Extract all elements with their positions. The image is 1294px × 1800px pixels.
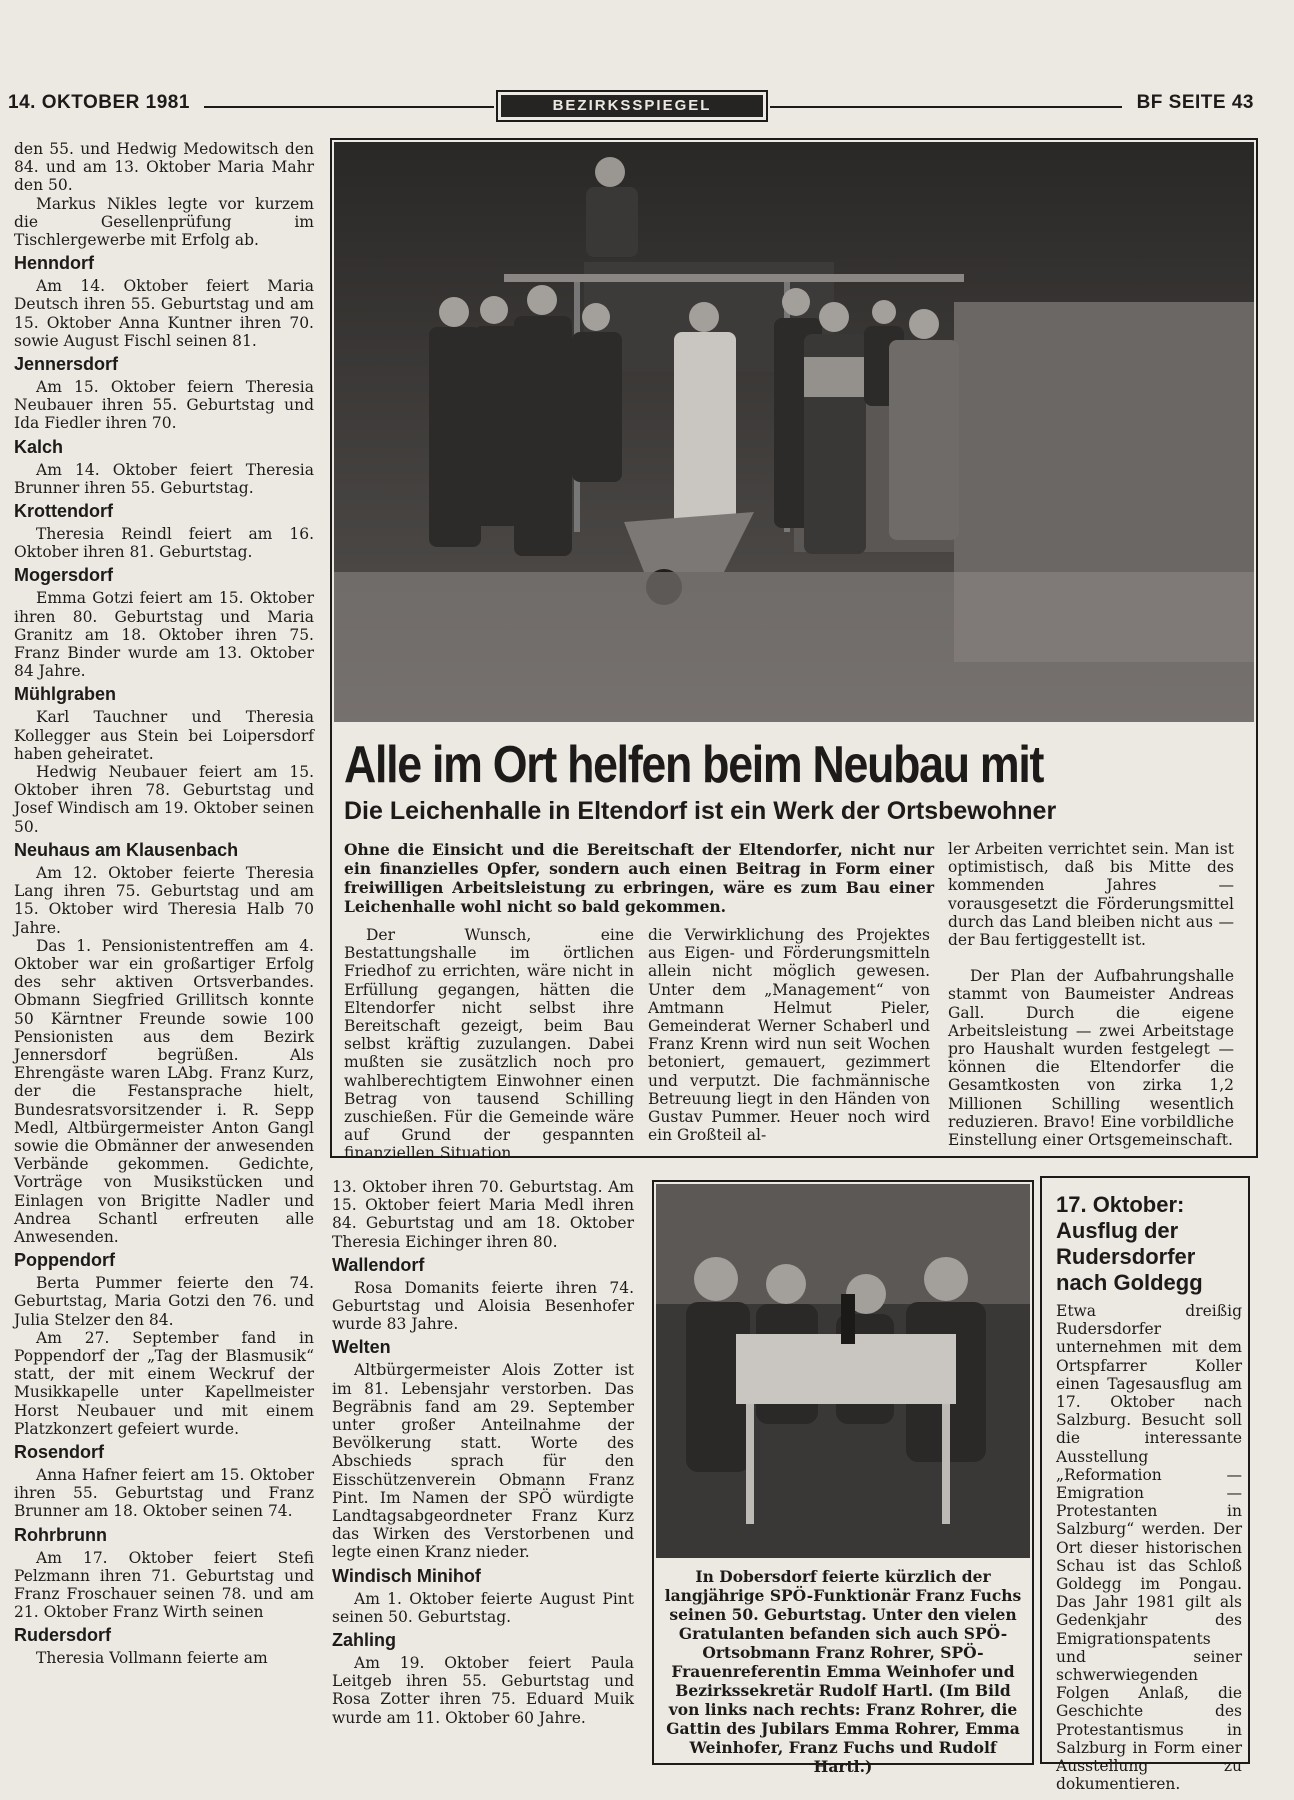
photo-caption: In Dobersdorf feierte kürzlich der langjährige SPÖ-Funktionär Franz Fuchs seinen 50. Geburtstag. Unter den vielen Gratulanten befanden sich auch SPÖ-Ortsobmann Franz Rohrer, SPÖ-Frauenreferentin Emma Weinhofer und Bezirkssekretär Rudolf Hartl. (Im Bild von links nach rechts: Franz Rohrer, die Gattin des Jubilars Emma Rohrer, Emma Weinhofer, Franz Fuchs und Rudolf Hartl.) <box>664 1567 1022 1776</box>
place-heading: Henndorf <box>14 253 94 274</box>
news-paragraph: Theresia Reindl feiert am 16. Oktober ihren 81. Geburtstag. <box>14 525 314 562</box>
article-col2-text: die Verwirklichung des Projektes aus Eigen- und Förderungsmitteln allein nicht möglich gewesen. Unter dem „Management“ von Amtmann Helmut Pieler, Gemeinderat Werner Schaberl und Franz Krenn wird nun seit Wochen betoniert, gemauert, gezimmert und verputzt. Die fachmännische Betreuung liegt in den Händen von Gustav Pummer. Heuer noch wird ein Großteil al- <box>648 926 930 1145</box>
middle-column-local-news <box>332 1178 634 1727</box>
sidebar-title: 17. Oktober: Ausflug der Rudersdorfer nach Goldegg <box>1056 1192 1203 1295</box>
article-col3b-text: Der Plan der Aufbahrungshalle stammt von Baumeister Andreas Gall. Durch die eigene Arbeitsleistung — zwei Arbeitstage pro Haushalt wurden festgelegt — können die Eltendorfer die Gesamtkosten von zirka 1,2 Millionen Schilling wesentlich reduzieren. Bravo! Eine vorbildliche Einstellung einer Ortsgemeinschaft. <box>948 967 1234 1150</box>
construction-workers-photo <box>334 142 1254 722</box>
news-paragraph: Altbürgermeister Alois Zotter ist im 81. Lebensjahr verstorben. Das Begräbnis fand am 29. September unter großer Anteilnahme der Bevölkerung statt. Worte des Abschieds sprach für den Eisschützenverein Obmann Franz Pint. Im Namen der SPÖ würdigte Landtagsabgeordneter Franz Kurz das Wirken des Verstorbenen und legte einen Kranz nieder. <box>332 1361 634 1562</box>
place-heading: Rosendorf <box>14 1441 104 1462</box>
place-heading: Wallendorf <box>332 1254 425 1275</box>
news-paragraph: Berta Pummer feierte den 74. Geburtstag, Maria Gotzi den 76. und Julia Stelzer den 84. <box>14 1274 314 1329</box>
place-heading: Jennersdorf <box>14 354 119 375</box>
news-paragraph: Das 1. Pensionistentreffen am 4. Oktober war ein großartiger Erfolg des sehr aktiven Ortsverbandes. Obmann Siegfried Grillitsch konnte 50 Kärntner Freunde sowie 100 Pensionisten aus dem Bezirk Jennersdorf begrüßen. Als Ehrengäste waren LAbg. Franz Kurz, der die Festansprache hielt, Bundesratsvorsitzender i. R. Sepp Medl, Altbürgermeister Anton Gangl sowie die Obmänner der anwesenden Verbände gekommen. Gedichte, Vorträge von Musikstücken und Einlagen von Brigitte Nadler und Andrea Schantl erfreuten alle Anwesenden. <box>14 936 314 1246</box>
place-heading: Neuhaus am Klausenbach <box>14 839 239 860</box>
subheadline: Die Leichenhalle in Eltendorf ist ein Werk der Ortsbewohner <box>344 797 1057 825</box>
place-heading: Poppendorf <box>14 1250 115 1271</box>
news-paragraph: Markus Nikles legte vor kurzem die Gesellenprüfung im Tischlergewerbe mit Erfolg ab. <box>14 194 314 250</box>
place-heading: Krottendorf <box>14 501 113 522</box>
news-paragraph: Theresia Vollmann feierte am <box>36 1649 268 1668</box>
article-column-3 <box>948 840 1234 1149</box>
page-number: BF SEITE 43 <box>1136 92 1254 113</box>
news-paragraph: Am 12. Oktober feierte Theresia Lang ihren 75. Geburtstag und am 15. Oktober wird Theresia Halb 70 Jahre. <box>14 863 314 937</box>
place-heading: Rohrbrunn <box>14 1524 107 1545</box>
section-label: BEZIRKSSPIEGEL <box>501 95 763 117</box>
place-heading: Rudersdorf <box>14 1625 112 1646</box>
article-col3a-text: ler Arbeiten verrichtet sein. Man ist optimistisch, daß bis Mitte des kommenden Jahres — vorausgesetzt die Förderungsmittel durch das Land bleiben nicht aus — der Bau fertiggestellt ist. <box>948 840 1234 950</box>
headline: Alle im Ort helfen beim Neubau mit <box>344 736 1044 794</box>
news-paragraph: Am 27. September fand in Poppendorf der „Tag der Blasmusik“ statt, der mit einem Weckruf der Musikkapelle unter Kapellmeister Horst Neubauer und mit einem Platzkonzert gefeiert wurde. <box>14 1328 314 1438</box>
news-paragraph: Hedwig Neubauer feiert am 15. Oktober ihren 78. Geburtstag und Josef Windisch am 19. Oktober seinen 50. <box>14 763 314 836</box>
news-paragraph: Am 19. Oktober feiert Paula Leitgeb ihren 55. Geburtstag und Rosa Zotter ihren 75. Eduard Muik wurde am 11. Oktober 60 Jahre. <box>332 1654 634 1727</box>
news-paragraph: 13. Oktober ihren 70. Geburtstag. Am 15. Oktober feiert Maria Medl ihren 84. Geburtstag und am 18. Oktober Theresia Eichinger ihren 80. <box>332 1178 634 1251</box>
left-column-local-news <box>14 140 314 1668</box>
news-paragraph: Am 17. Oktober feiert Stefi Pelzmann ihren 71. Geburtstag und Franz Froschauer seinen 78. und am 21. Oktober Franz Wirth seinen <box>14 1548 314 1622</box>
news-paragraph: den 55. und Hedwig Medowitsch den 84. und am 13. Oktober Maria Mahr den 50. <box>14 140 314 195</box>
article-lead: Ohne die Einsicht und die Bereitschaft der Eltendorfer, nicht nur ein finanzielles Opfer, sondern auch einen Beitrag in Form einer freiwilligen Arbeitsleistung zu erbringen, wäre es zum Bau einer Leichenhalle wohl nicht so bald gekommen. <box>344 840 934 916</box>
place-heading: Mogersdorf <box>14 565 113 586</box>
news-paragraph: Am 1. Oktober feierte August Pint seinen 50. Geburtstag. <box>332 1589 634 1626</box>
place-heading: Mühlgraben <box>14 684 116 705</box>
header-rule-right <box>770 106 1122 108</box>
news-paragraph: Karl Tauchner und Theresia Kollegger aus Stein bei Loipersdorf haben geheiratet. <box>14 708 314 763</box>
article-col1-text: Der Wunsch, eine Bestattungshalle im örtlichen Friedhof zu errichten, wäre nicht in Erfüllung gegangen, hätten die Eltendorfer nicht selbst ihre Bereitschaft gezeigt, beim Bau selbst kräftig zuzulangen. Dabei mußten sie zusätzlich noch pro wahlberechtigtem Einwohner einen Betrag von tausend Schilling zuschießen. Für die Gemeinde wäre auf Grund der gespannten finanziellen Situation <box>344 926 634 1163</box>
news-paragraph: Am 14. Oktober feiert Theresia Brunner ihren 55. Geburtstag. <box>14 460 314 497</box>
news-paragraph: Am 15. Oktober feiern Theresia Neubauer ihren 55. Geburtstag und Ida Fiedler ihren 70. <box>14 378 314 433</box>
news-paragraph: Rosa Domanits feierte ihren 74. Geburtstag und Aloisia Besenhofer wurde 83 Jahre. <box>332 1278 634 1334</box>
header-rule-left <box>204 106 494 108</box>
place-heading: Zahling <box>332 1630 396 1651</box>
section-label-box <box>496 90 768 122</box>
article-column-2 <box>648 926 930 1144</box>
news-paragraph: Anna Hafner feiert am 15. Oktober ihren 55. Geburtstag und Franz Brunner am 18. Oktober seinen 74. <box>14 1465 314 1521</box>
sidebar-text: Etwa dreißig Rudersdorfer unternehmen mit dem Ortspfarrer Koller einen Tagesausflug am 17. Oktober nach Salzburg. Besucht soll die interessante Ausstellung „Reformation — Emigration — Protestanten in Salzburg“ werden. Der Ort dieser historischen Schau ist das Schloß Goldegg im Pongau. Das Jahr 1981 gilt als Gedenkjahr des Emigrationspatents und seiner schwerwiegenden Folgen Anlaß, die Geschichte des Protestantismus in Salzburg in Form einer Ausstellung zu dokumentieren. <box>1056 1302 1242 1794</box>
birthday-party-photo <box>656 1184 1030 1558</box>
place-heading: Windisch Minihof <box>332 1565 481 1586</box>
issue-date: 14. OKTOBER 1981 <box>8 92 190 113</box>
place-heading: Kalch <box>14 436 64 457</box>
place-heading: Welten <box>332 1337 391 1358</box>
article-column-1 <box>344 926 634 1163</box>
news-paragraph: Am 14. Oktober feiert Maria Deutsch ihren 55. Geburtstag und am 15. Oktober Anna Kuntner ihren 70. sowie August Fischl seinen 81. <box>14 277 314 350</box>
news-paragraph: Emma Gotzi feiert am 15. Oktober ihren 80. Geburtstag und Maria Granitz am 18. Oktober ihren 75. Franz Binder wurde am 13. Oktober 84 Jahre. <box>14 589 314 681</box>
